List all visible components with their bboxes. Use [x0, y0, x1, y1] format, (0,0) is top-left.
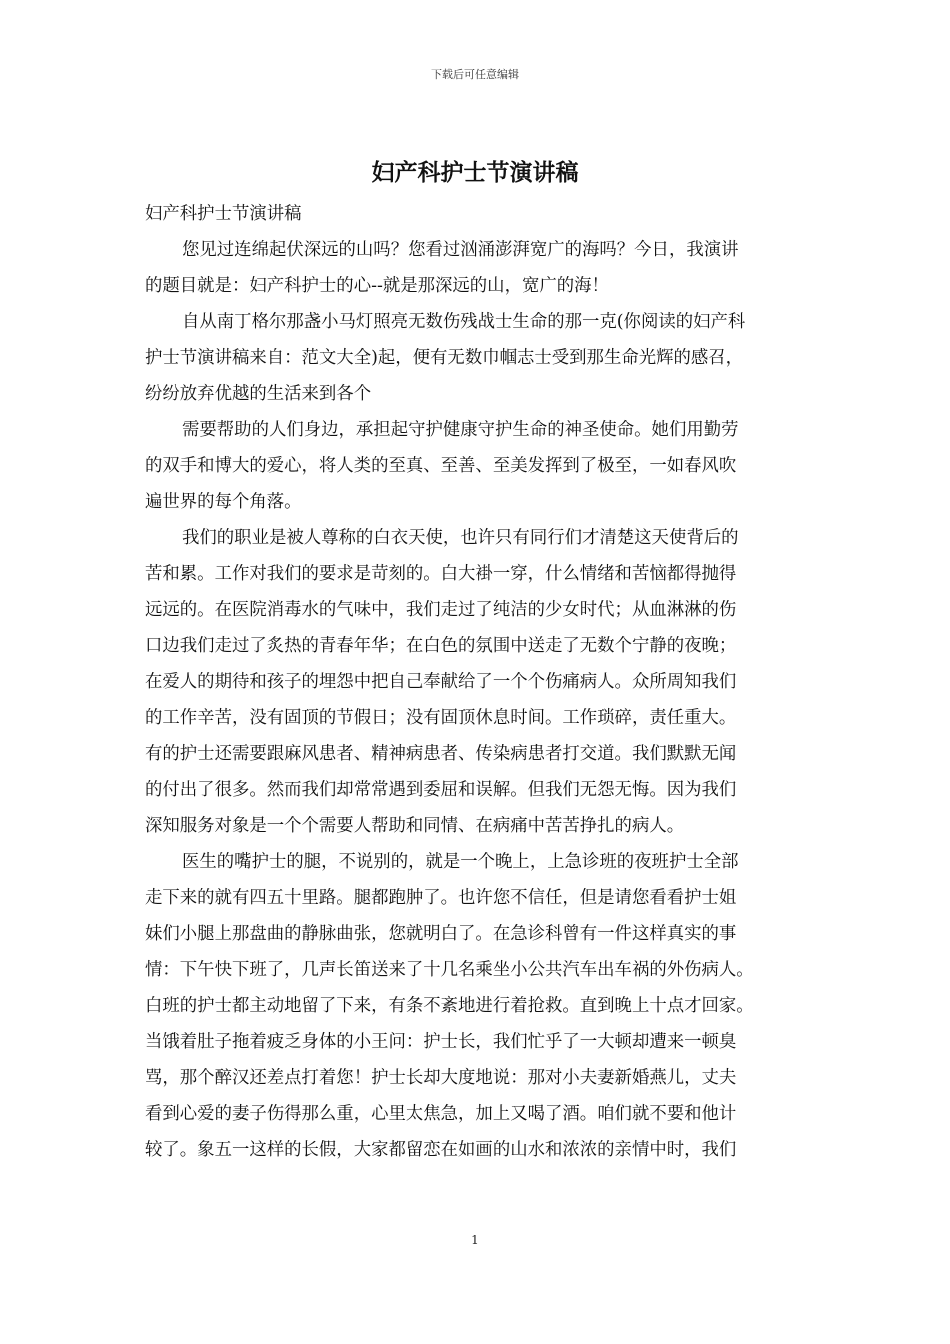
body-line: 走下来的就有四五十里路。腿都跑肿了。也许您不信任，但是请您看看护士姐 [145, 888, 737, 908]
body-line: 的双手和博大的爱心，将人类的至真、至善、至美发挥到了极至，一如春风吹 [145, 456, 737, 476]
document-body [145, 196, 815, 1168]
body-line: 的题目就是：妇产科护士的心--就是那深远的山，宽广的海！ [145, 276, 609, 296]
header-note: 下载后可任意编辑 [431, 68, 519, 81]
body-line: 当饿着肚子拖着疲乏身体的小王问：护士长，我们忙乎了一大顿却遭来一顿臭 [145, 1032, 737, 1052]
body-line: 您见过连绵起伏深远的山吗？您看过汹涌澎湃宽广的海吗？今日，我演讲 [182, 240, 739, 260]
body-line: 较了。象五一这样的长假，大家都留恋在如画的山水和浓浓的亲情中时，我们 [145, 1140, 737, 1160]
body-line: 骂，那个醉汉还差点打着您！护士长却大度地说：那对小夫妻新婚燕儿，丈夫 [145, 1068, 737, 1088]
body-line: 需要帮助的人们身边，承担起守护健康守护生命的神圣使命。她们用勤劳 [182, 420, 739, 440]
body-line: 的工作辛苦，没有固顶的节假日；没有固顶休息时间。工作琐碎，责任重大。 [145, 708, 737, 728]
body-line: 苦和累。工作对我们的要求是苛刻的。白大褂一穿，什么情绪和苦恼都得抛得 [145, 564, 737, 584]
body-line: 我们的职业是被人尊称的白衣天使，也许只有同行们才清楚这天使背后的 [182, 528, 739, 548]
body-line: 看到心爱的妻子伤得那么重，心里太焦急，加上又喝了酒。咱们就不要和他计 [145, 1104, 737, 1124]
body-line: 自从南丁格尔那盏小马灯照亮无数伤残战士生命的那一克(你阅读的妇产科 [182, 312, 746, 332]
body-line: 口边我们走过了炙热的青春年华；在白色的氛围中送走了无数个宁静的夜晚； [145, 636, 737, 656]
body-line: 妇产科护士节演讲稿 [145, 204, 302, 224]
body-line: 的付出了很多。然而我们却常常遇到委屈和误解。但我们无怨无悔。因为我们 [145, 780, 737, 800]
body-line: 深知服务对象是一个个需要人帮助和同情、在病痛中苦苦挣扎的病人。 [145, 816, 685, 836]
body-line: 遍世界的每个角落。 [145, 492, 302, 512]
body-line: 妹们小腿上那盘曲的静脉曲张，您就明白了。在急诊科曾有一件这样真实的事 [145, 924, 737, 944]
body-line: 远远的。在医院消毒水的气味中，我们走过了纯洁的少女时代；从血淋淋的伤 [145, 600, 737, 620]
body-line: 医生的嘴护士的腿，不说别的，就是一个晚上，上急诊班的夜班护士全部 [182, 852, 739, 872]
body-line: 在爱人的期待和孩子的埋怨中把自己奉献给了一个个伤痛病人。众所周知我们 [145, 672, 737, 692]
page-number: 1 [471, 1233, 479, 1247]
document-title: 妇产科护士节演讲稿 [371, 159, 579, 186]
body-line: 护士节演讲稿来自：范文大全)起，便有无数巾帼志士受到那生命光辉的感召， [145, 348, 744, 368]
body-line: 纷纷放弃优越的生活来到各个 [145, 384, 372, 404]
body-line: 白班的护士都主动地留了下来，有条不紊地进行着抢救。直到晚上十点才回家。 [145, 996, 754, 1016]
body-line: 情：下午快下班了，几声长笛送来了十几名乘坐小公共汽车出车祸的外伤病人。 [145, 960, 754, 980]
body-line: 有的护士还需要跟麻风患者、精神病患者、传染病患者打交道。我们默默无闻 [145, 744, 737, 764]
